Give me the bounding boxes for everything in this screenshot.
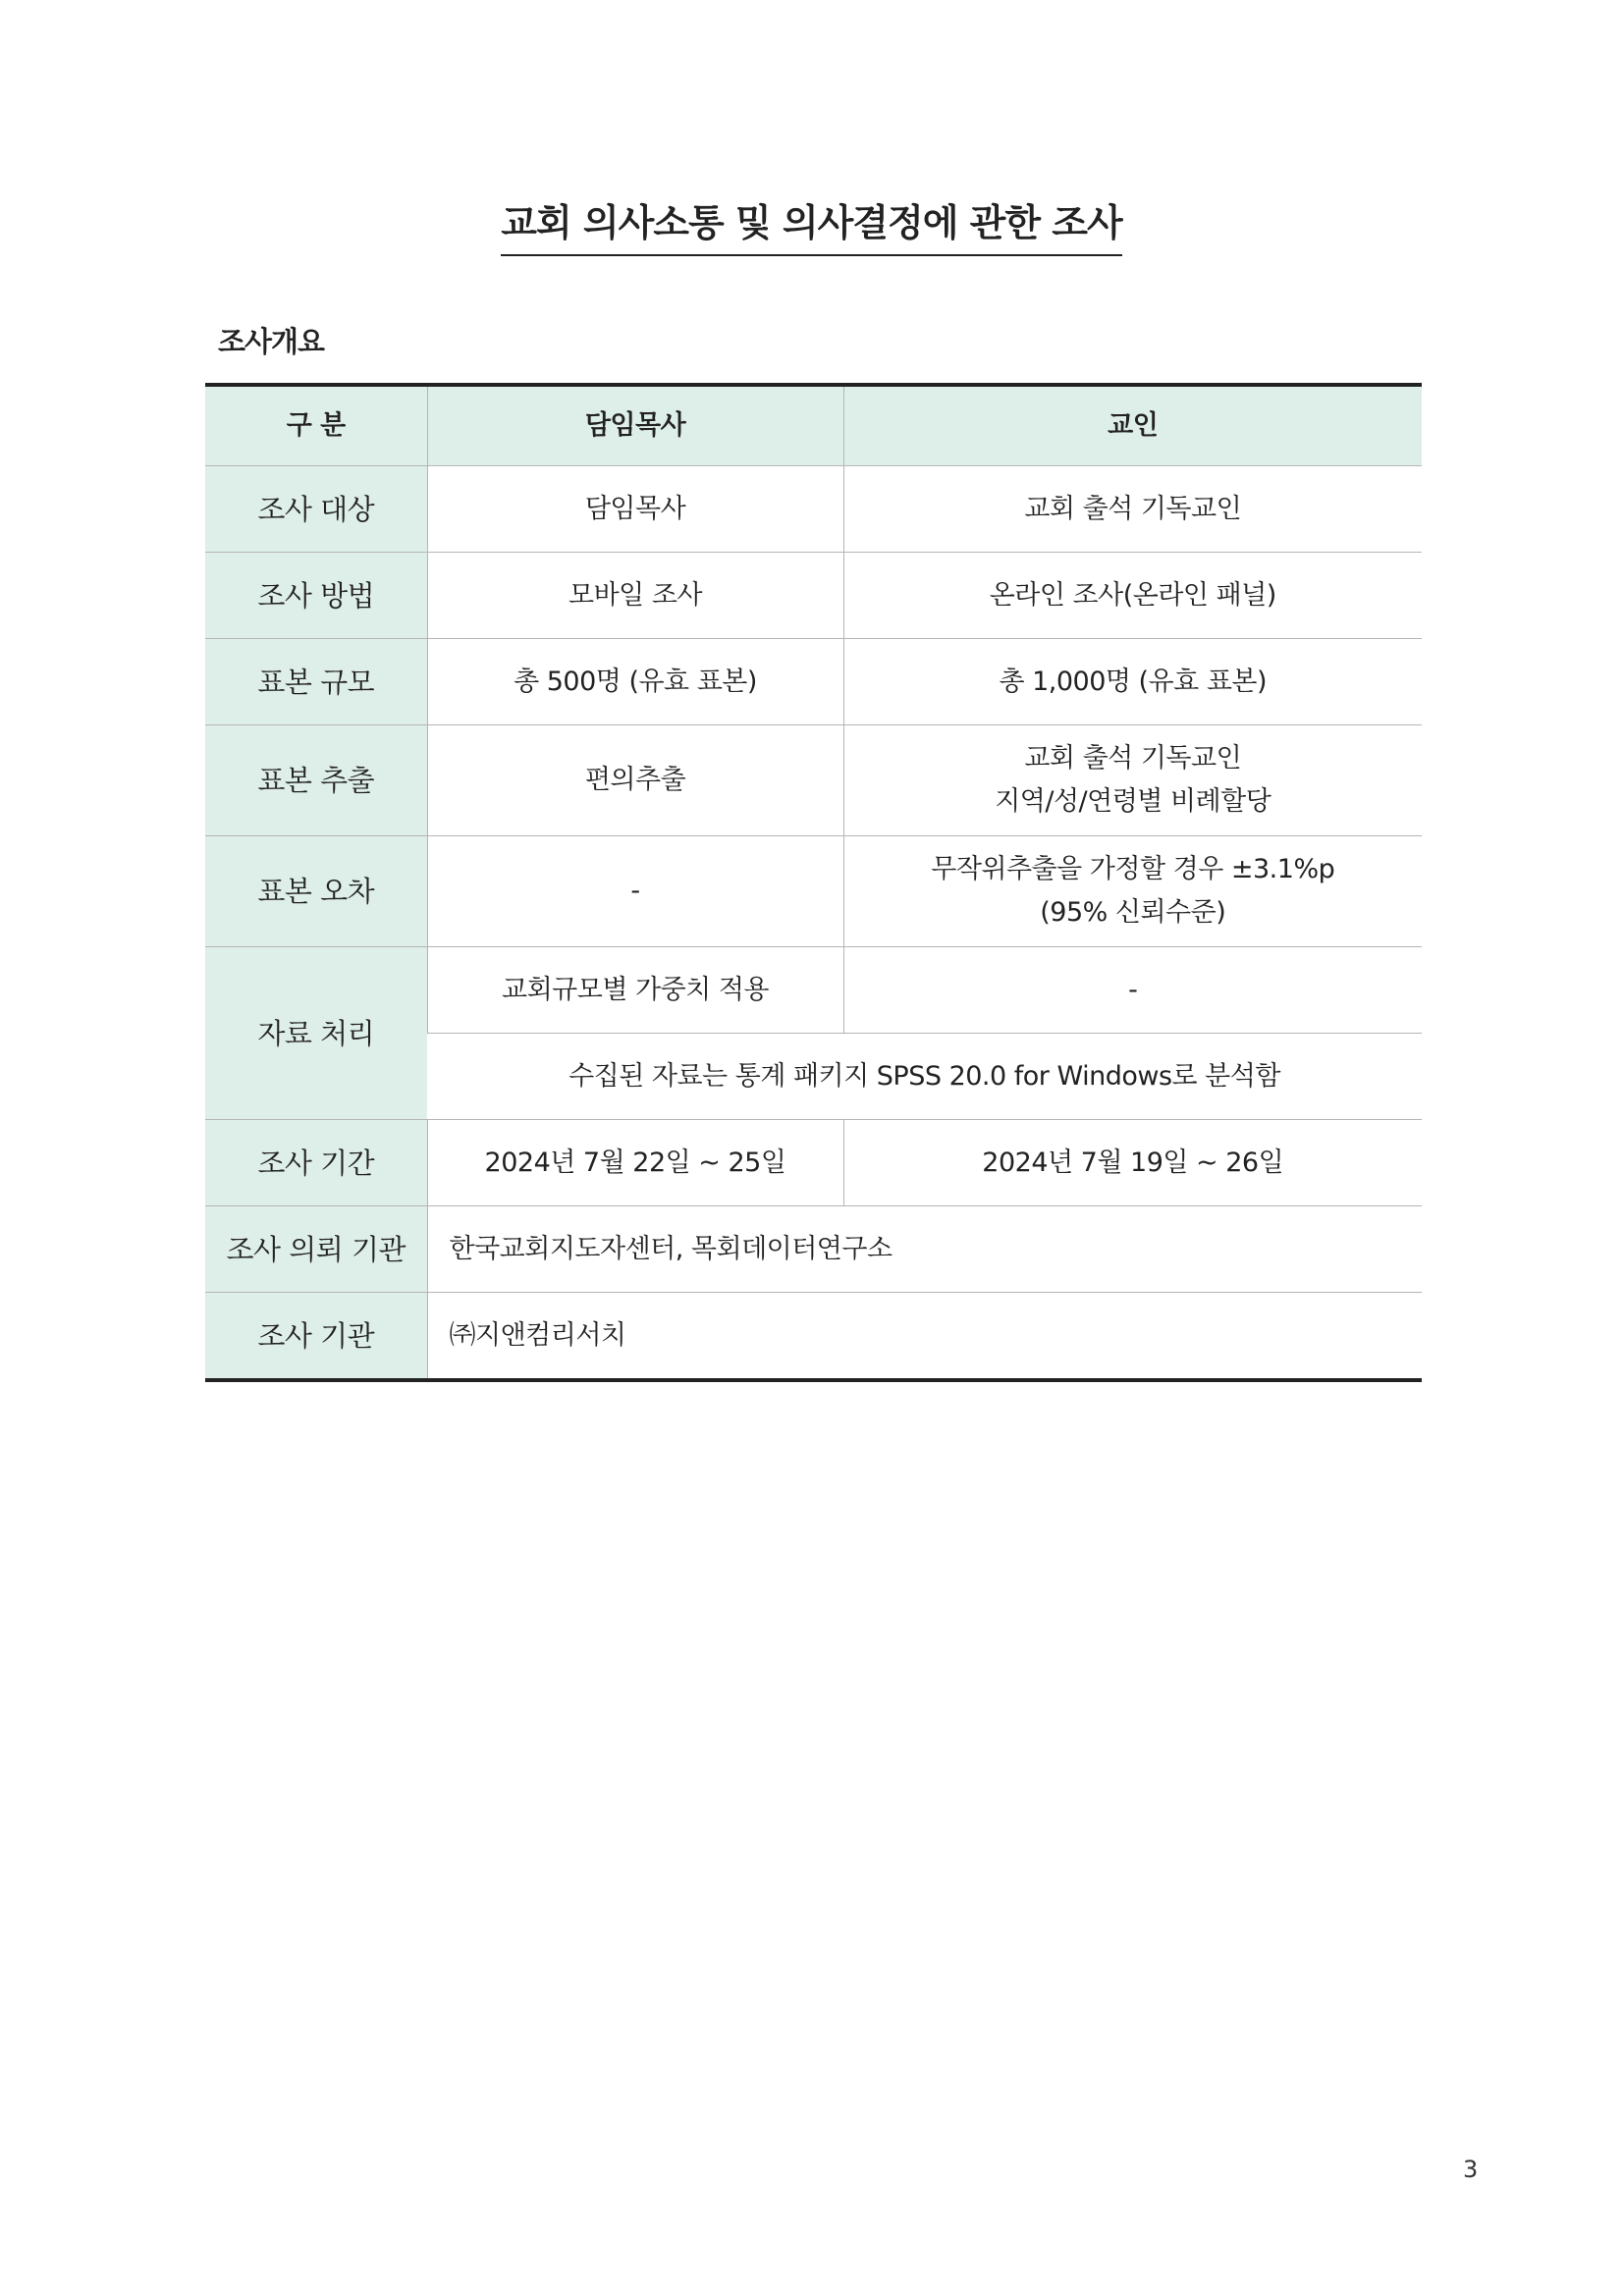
table-row-error [205,836,1422,947]
error-member-line1: 무작위추출을 가정할 경우 ±3.1%p [931,854,1335,884]
header-pastor: 담임목사 [427,385,843,466]
processing-shared: 수집된 자료는 통계 패키지 SPSS 20.0 for Windows로 분석함 [427,1034,1422,1120]
row-label-sample-size: 표본 규모 [205,639,427,725]
table-header-row [205,385,1422,466]
sample-size-member: 총 1,000명 (유효 표본) [843,639,1422,725]
survey-overview-table [205,383,1422,1382]
row-label-period: 조사 기간 [205,1120,427,1206]
page-number: 3 [1463,2156,1479,2183]
period-member: 2024년 7월 19일 ~ 26일 [843,1120,1422,1206]
row-label-method: 조사 방법 [205,553,427,639]
header-member: 교인 [843,385,1422,466]
table-row-processing [205,947,1422,1034]
page-title-wrap [0,192,1623,256]
section-title: 조사개요 [218,325,325,358]
method-member: 온라인 조사(온라인 패널) [843,553,1422,639]
table-row-agency [205,1293,1422,1381]
agency-value: ㈜지앤컴리서치 [427,1293,1422,1381]
page-title: 교회 의사소통 및 의사결정에 관한 조사 [501,192,1121,256]
client-value: 한국교회지도자센터, 목회데이터연구소 [427,1206,1422,1293]
period-pastor: 2024년 7월 22일 ~ 25일 [427,1120,843,1206]
method-pastor: 모바일 조사 [427,553,843,639]
sampling-pastor: 편의추출 [427,725,843,836]
table-row-sample-size [205,639,1422,725]
error-member-line2: (95% 신뢰수준) [1040,897,1226,928]
processing-member: - [843,947,1422,1034]
row-label-sampling: 표본 추출 [205,725,427,836]
error-pastor: - [427,836,843,947]
sampling-member-line2: 지역/성/연령별 비례할당 [995,786,1271,817]
sampling-member [843,725,1422,836]
table-row-target [205,466,1422,553]
table-row-method [205,553,1422,639]
row-label-error: 표본 오차 [205,836,427,947]
table-row-sampling [205,725,1422,836]
header-category: 구 분 [205,385,427,466]
sample-size-pastor: 총 500명 (유효 표본) [427,639,843,725]
row-label-agency: 조사 기관 [205,1293,427,1381]
target-pastor: 담임목사 [427,466,843,553]
table-row-period [205,1120,1422,1206]
table-row-client [205,1206,1422,1293]
row-label-target: 조사 대상 [205,466,427,553]
sampling-member-line1: 교회 출석 기독교인 [1024,743,1242,774]
row-label-processing: 자료 처리 [205,947,427,1120]
error-member [843,836,1422,947]
row-label-client: 조사 의뢰 기관 [205,1206,427,1293]
target-member: 교회 출석 기독교인 [843,466,1422,553]
processing-pastor: 교회규모별 가중치 적용 [427,947,843,1034]
